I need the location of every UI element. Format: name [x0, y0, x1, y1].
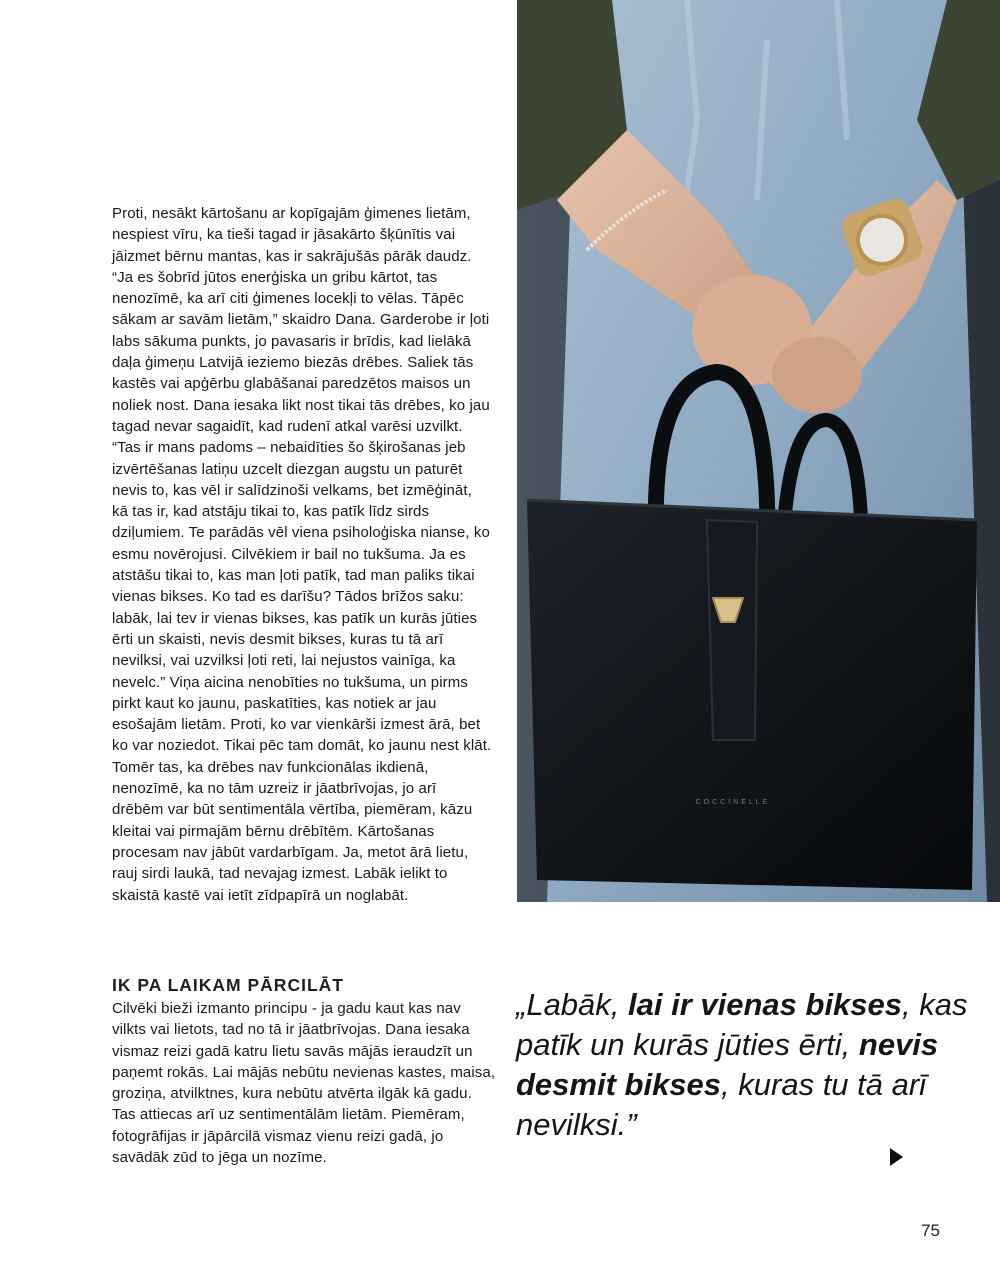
quote-part-3: , kas patīk un kurās jūties ērti, [516, 987, 968, 1062]
quote-part-1: „Labāk, [516, 987, 629, 1022]
section-paragraph: Cilvēki bieži izmanto principu - ja gadu kaut kas nav vilkts vai lietots, tad no tā ir jāatbrīvojas. Dana iesaka vismaz reizi gadā katru lietu savās mājās ieraudzīt un paņemt rokās. Lai mājās nebūtu nevienas kastes, maisa, groziņa, atvilktnes, kura nebūtu atvērta ilgāk kā gadu. Tas attiecas arī uz sentimentālām lietām. Piemēram, fotogrāfijas ir jāpārcilā vismaz vienu reizi gadā, jo savādāk zūd to jēga un nozīme. [112, 1000, 496, 1167]
continue-arrow-icon [890, 1148, 903, 1166]
section-heading: IK PA LAIKAM PĀRCILĀT [112, 975, 344, 995]
article-body [112, 203, 492, 906]
page-number: 75 [921, 1221, 940, 1240]
pull-quote [516, 985, 986, 1145]
handbag-photo [517, 0, 1000, 902]
bag-logo-text: COCCINELLE [695, 799, 771, 806]
quote-part-5: , kuras tu tā arī nevilksi.” [516, 1067, 927, 1142]
section-body [112, 998, 497, 1168]
quote-part-2: lai ir vienas bikses [628, 987, 903, 1022]
quote-part-4: nevis desmit bikses [516, 1027, 939, 1102]
handbag-illustration [517, 0, 1000, 902]
body-paragraph: Proti, nesākt kārtošanu ar kopīgajām ģimenes lietām, nespiest vīru, ka tieši tagad ir jāsakārto šķūnītis vai jāizmet bērnu mantas, kas ir sakrājušās pārāk daudz. “Ja es šobrīd jūtos enerģiska un gribu kārtot, tas nenozīmē, ka arī citi ģimenes locekļi to vēlas. Tāpēc sākam ar savām lietām,” skaidro Dana. Garderobe ir ļoti labs sākuma punkts, jo pavasaris ir brīdis, kad lielākā daļa ģimeņu Latvijā ieziemo biezās drēbes. Saliek tās kastēs vai apģērbu glabāšanai paredzētos maisos un noliek nost. Dana iesaka likt nost tikai tās drēbes, ko jau tagad nevar sagaidīt, kad rudenī atkal varēsi uzvilkt. “Tas ir mans padoms – nebaidīties šo šķirošanas jeb izvērtēšanas latiņu uzcelt diezgan augstu un paturēt nevis to, kas vēl ir salīdzinoši velkams, bet izmēģināt, kā tas ir, kad atstāju tikai to, kas patīk līdz sirds dziļumiem. Te parādās vēl viena psiholoģiska nianse, ko esmu novērojusi. Cilvēkiem ir bail no tukšuma. Ja es atstāšu tikai to, kas man ļoti patīk, tad man paliks tikai vienas bikses. Ko tad es darīšu? Tādos brīžos saku: labāk, lai tev ir vienas bikses, kas patīk un kurās jūties ērti un skaisti, nevis desmit bikses, kuras tu tā arī nevilksi, vai uzvilksi ļoti reti, lai nejustos vainīga, ka nevelc.” Viņa aicina nenobīties no tukšuma, un pirms pirkt kaut ko jaunu, paskatīties, kas notiek ar jau esošajām lietām. Proti, ko var vienkārši izmest ārā, bet ko var noziedot. Tikai pēc tam domāt, ko jaunu nest klāt. Tomēr tas, ka drēbes nav funkcionālas ikdienā, nenozīmē, ka no tām uzreiz ir jāatbrīvojas, jo arī drēbēm var būt sentimentāla vērtība, piemēram, kāzu kleitai vai pirmajām bērnu drēbītēm. Kārtošanas procesam nav jābūt vardarbīgam. Ja, metot ārā lietu, rauj sirdi laukā, tad nevajag izmest. Labāk ielikt to skaistā kastē vai ietīt zīdpapīrā un noglabāt. [112, 205, 492, 904]
